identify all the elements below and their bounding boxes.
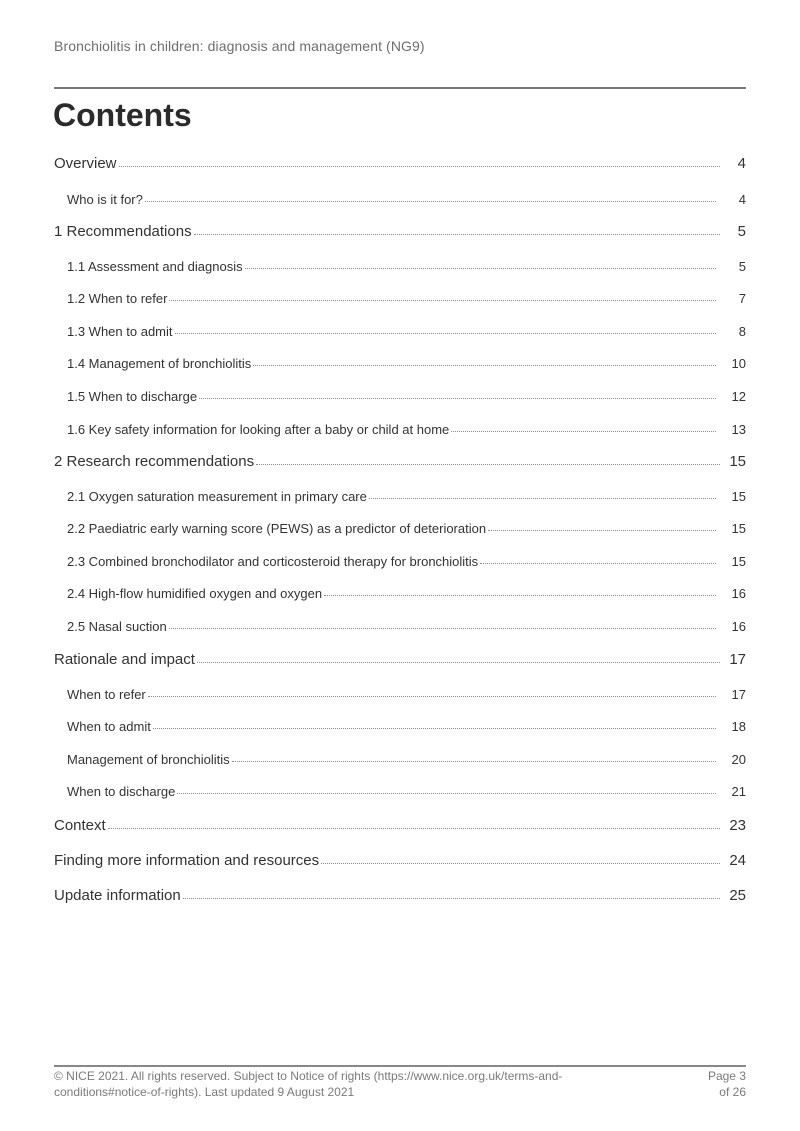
footer-copyright-line: © NICE 2021. All rights reserved. Subject to Notice of rights (https://www.nice.org.uk/terms-and- (54, 1069, 563, 1083)
toc-dot-leader (232, 760, 716, 762)
toc-entry-title: 1.3 When to admit (67, 324, 173, 339)
toc-entry-page: 12 (731, 389, 746, 404)
toc-entry-page: 10 (731, 356, 746, 371)
toc-entry-title: 2.4 High-flow humidified oxygen and oxygen (67, 586, 323, 601)
toc-entry-title: 1 Recommendations (54, 223, 192, 240)
toc-entry-title: 1.4 Management of bronchiolitis (67, 356, 252, 371)
footer-copyright-line: conditions#notice-of-rights). Last updated 9 August 2021 (54, 1085, 355, 1099)
toc-entry-title: Overview (54, 155, 117, 172)
toc-entry-page: 17 (731, 687, 746, 702)
toc-entry-title: 1.1 Assessment and diagnosis (67, 259, 243, 274)
toc-entry[interactable] (54, 446, 746, 470)
toc-entry[interactable] (54, 512, 746, 536)
toc-entry[interactable] (54, 282, 746, 306)
toc-entry-page: 5 (738, 259, 746, 274)
toc-dot-leader (194, 233, 720, 235)
footer-divider (54, 1065, 746, 1067)
toc-dot-leader (108, 827, 720, 829)
toc-entry[interactable] (54, 315, 746, 339)
toc-entry-page: 13 (731, 422, 746, 437)
toc-entry-page: 15 (729, 453, 746, 470)
toc-entry[interactable] (54, 183, 746, 207)
toc-entry-title: Update information (54, 887, 181, 904)
toc-entry[interactable] (54, 880, 746, 904)
toc-entry-title: When to discharge (67, 784, 176, 799)
toc-dot-leader (197, 661, 720, 663)
toc-entry-page: 5 (737, 223, 746, 240)
toc-dot-leader (253, 364, 716, 366)
toc-entry-page: 15 (731, 521, 746, 536)
toc-dot-leader (169, 299, 716, 301)
contents-heading: Contents (53, 97, 192, 133)
toc-entry-page: 21 (731, 784, 746, 799)
toc-entry-page: 17 (729, 651, 746, 668)
toc-dot-leader (199, 397, 716, 399)
toc-dot-leader (321, 862, 720, 864)
toc-dot-leader (369, 497, 716, 499)
toc-entry-title: 1.2 When to refer (67, 291, 168, 306)
toc-entry[interactable] (54, 775, 746, 799)
toc-entry-page: 24 (729, 852, 746, 869)
toc-entry-page: 16 (731, 619, 746, 634)
toc-entry-page: 7 (738, 291, 746, 306)
document-header-title: Bronchiolitis in children: diagnosis and management (NG9) (54, 38, 425, 54)
toc-entry[interactable] (54, 644, 746, 668)
toc-entry-title: 2.1 Oxygen saturation measurement in primary care (67, 489, 367, 504)
toc-entry[interactable] (54, 216, 746, 240)
toc-dot-leader (256, 463, 720, 465)
toc-entry-page: 16 (731, 586, 746, 601)
footer-page-number (708, 1068, 746, 1100)
toc-dot-leader (145, 200, 716, 202)
toc-entry-page: 4 (737, 155, 746, 172)
toc-entry-title: 2.2 Paediatric early warning score (PEWS) as a predictor of deterioration (67, 521, 487, 536)
toc-entry-title: 2.5 Nasal suction (67, 619, 167, 634)
toc-entry[interactable] (54, 678, 746, 702)
toc-entry-title: Rationale and impact (54, 651, 195, 668)
page-number-current: Page 3 (707, 1069, 746, 1083)
toc-dot-leader (183, 897, 720, 899)
toc-dot-leader (175, 332, 717, 334)
toc-entry[interactable] (54, 743, 746, 767)
toc-dot-leader (177, 792, 716, 794)
toc-entry-page: 15 (731, 489, 746, 504)
toc-dot-leader (153, 727, 716, 729)
toc-dot-leader (451, 430, 716, 432)
toc-entry-page: 8 (738, 324, 746, 339)
toc-entry[interactable] (54, 480, 746, 504)
toc-dot-leader (169, 627, 716, 629)
toc-entry-page: 25 (729, 887, 746, 904)
toc-entry-title: Management of bronchiolitis (67, 752, 230, 767)
toc-entry-title: 1.5 When to discharge (67, 389, 198, 404)
footer-copyright (54, 1068, 634, 1100)
page-number-total: of 26 (719, 1085, 746, 1099)
toc-entry-title: Finding more information and resources (54, 852, 320, 869)
toc-entry-title: Context (54, 817, 106, 834)
toc-dot-leader (488, 529, 716, 531)
toc-entry-page: 4 (738, 192, 746, 207)
toc-entry[interactable] (54, 845, 746, 869)
toc-entry-page: 18 (731, 719, 746, 734)
toc-entry-title: Who is it for? (67, 192, 143, 207)
toc-entry-title: 2 Research recommendations (54, 453, 255, 470)
toc-entry[interactable] (54, 250, 746, 274)
toc-entry[interactable] (54, 610, 746, 634)
toc-entry[interactable] (54, 810, 746, 834)
toc-entry[interactable] (54, 380, 746, 404)
toc-entry[interactable] (54, 413, 746, 437)
toc-entry-page: 20 (731, 752, 746, 767)
header-divider (54, 87, 746, 89)
toc-entry[interactable] (54, 148, 746, 172)
toc-dot-leader (245, 267, 716, 269)
toc-entry[interactable] (54, 710, 746, 734)
toc-entry-page: 23 (729, 817, 746, 834)
toc-dot-leader (480, 562, 716, 564)
toc-dot-leader (148, 695, 716, 697)
toc-entry-page: 15 (731, 554, 746, 569)
toc-dot-leader (324, 594, 716, 596)
toc-entry-title: When to refer (67, 687, 146, 702)
toc-dot-leader (119, 165, 720, 167)
toc-entry-title: When to admit (67, 719, 151, 734)
toc-entry[interactable] (54, 347, 746, 371)
toc-entry-title: 2.3 Combined bronchodilator and corticosteroid therapy for bronchiolitis (67, 554, 479, 569)
toc-entry-title: 1.6 Key safety information for looking after a baby or child at home (67, 422, 450, 437)
toc-entry[interactable] (54, 545, 746, 569)
toc-entry[interactable] (54, 577, 746, 601)
